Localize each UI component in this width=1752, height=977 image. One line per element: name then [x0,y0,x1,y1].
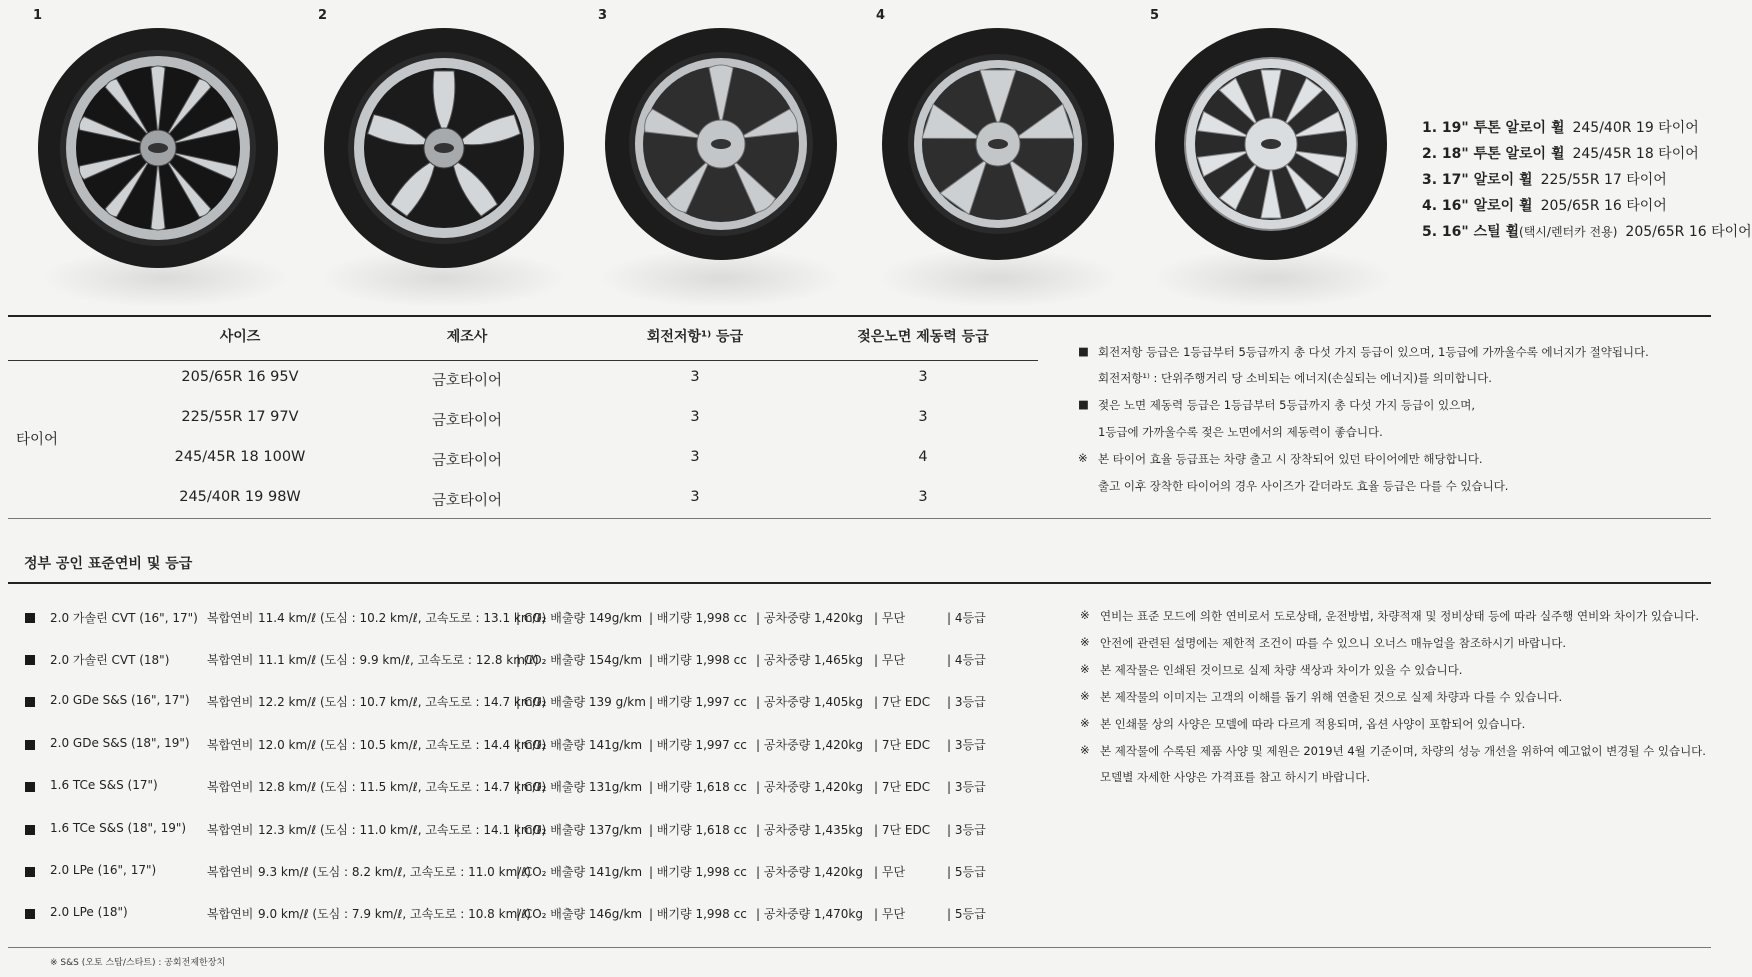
tire-cell: 245/45R 18 100W [174,449,306,465]
tire-cell: 4 [918,449,928,465]
fuel-model: 1.6 TCe S&S (17") [50,778,158,792]
wheel-number-3: 3 [598,8,608,23]
fuel-efficiency: 12.0 km/ℓ (도심 : 10.5 km/ℓ, 고속도로 : 14.4 km/ℓ) [258,738,547,752]
bullet-square-icon [25,909,35,919]
wheel-spec-name: 3. 17" 알로이 휠 [1422,172,1533,188]
fuel-efficiency: 9.3 km/ℓ (도심 : 8.2 km/ℓ, 고속도로 : 11.0 km/ℓ) [258,865,531,879]
fuel-label: 복합연비 [207,611,254,625]
tire-table-bottom-rule [8,518,1711,519]
fuel-model: 2.0 LPe (18") [50,905,128,919]
fuel-co2: | CO₂ 배출량 137g/km [516,823,643,837]
tire-cell: 245/40R 19 98W [179,489,301,505]
wheel-spec-2 [1422,141,1752,167]
note-bullet: ※ [1078,451,1088,465]
note-text: 모델별 자세한 사양은 가격표를 참고 하시기 바랍니다. [1100,770,1370,784]
tire-table-top-rule [8,315,1711,317]
note-bullet: ■ [1078,344,1089,358]
note-text: 연비는 표준 모드에 의한 연비로서 도로상태, 운전방법, 차량적재 및 정비상태 등에 따라 실주행 연비와 차이가 있습니다. [1100,609,1700,623]
fuel-displacement: | 배기량 1,997 cc [649,738,747,752]
fuel-co2: | CO₂ 배출량 149g/km [516,611,643,625]
wheel-spec-3 [1422,167,1752,193]
note-text: 본 제작물에 수록된 제품 사양 및 제원은 2019년 4월 기준이며, 차량의 성능 개선을 위하여 예고없이 변경될 수 있습니다. [1100,744,1706,758]
note-text: 회전저항¹⁾ : 단위주행거리 당 소비되는 에너지(손실되는 에너지)를 의미합니다. [1098,371,1492,385]
fuel-transmission: | 7단 EDC [874,738,931,752]
wheel-spec-size: 205/65R 16 타이어 [1625,224,1752,240]
wheel-spec-size: 205/65R 16 타이어 [1540,198,1667,214]
tire-cell: 225/55R 17 97V [181,409,299,425]
wheel-spec-list [1422,115,1752,245]
fuel-weight: | 공차중량 1,405kg [756,695,863,709]
fuel-grade: | 5등급 [947,907,986,921]
note-text: 본 제작물은 인쇄된 것이므로 실제 차량 색상과 차이가 있을 수 있습니다. [1100,663,1463,677]
wheel-spec-5 [1422,219,1752,245]
fuel-weight: | 공차중량 1,465kg [756,653,863,667]
fuel-transmission: | 무단 [874,611,906,625]
tire-header-wet-grip: 젖은노면 제동력 등급 [857,329,989,345]
fuel-weight: | 공차중량 1,420kg [756,611,863,625]
bottom-rule [8,947,1711,948]
wheel-number-4: 4 [876,8,886,23]
wheel-image-3 [603,26,839,262]
wheel-spec-size: 225/55R 17 타이어 [1540,172,1667,188]
fuel-weight: | 공차중량 1,420kg [756,865,863,879]
fuel-efficiency: 12.2 km/ℓ (도심 : 10.7 km/ℓ, 고속도로 : 14.7 km/ℓ) [258,695,547,709]
wheel-spec-4 [1422,193,1752,219]
note-bullet: ※ [1080,743,1090,757]
fuel-label: 복합연비 [207,695,254,709]
fuel-efficiency: 12.3 km/ℓ (도심 : 11.0 km/ℓ, 고속도로 : 14.1 km/ℓ) [258,823,547,837]
fuel-efficiency: 11.1 km/ℓ (도심 : 9.9 km/ℓ, 고속도로 : 12.8 km/ℓ) [258,653,539,667]
fuel-transmission: | 7단 EDC [874,780,931,794]
bullet-square-icon [25,825,35,835]
fuel-label: 복합연비 [207,907,254,921]
fuel-model: 2.0 GDe S&S (18", 19") [50,736,190,750]
fuel-co2: | CO₂ 배출량 131g/km [516,780,643,794]
wheel-number-2: 2 [318,8,328,23]
footnote: ※ S&S (오토 스탑/스타트) : 공회전제한장치 [50,958,226,968]
tire-cell: 3 [690,369,700,385]
wheel-image-1 [36,26,280,270]
fuel-transmission: | 무단 [874,865,906,879]
tire-cell: 3 [918,369,928,385]
fuel-transmission: | 무단 [874,907,906,921]
tire-cell: 금호타이어 [431,493,503,509]
fuel-efficiency: 12.8 km/ℓ (도심 : 11.5 km/ℓ, 고속도로 : 14.7 km/ℓ) [258,780,547,794]
tire-header-size: 사이즈 [219,329,261,345]
fuel-transmission: | 7단 EDC [874,823,931,837]
note-text: 안전에 관련된 설명에는 제한적 조건이 따를 수 있으니 오너스 매뉴얼을 참조하시기 바랍니다. [1100,636,1567,650]
fuel-weight: | 공차중량 1,420kg [756,738,863,752]
wheel-image-5 [1153,26,1389,262]
bullet-square-icon [25,867,35,877]
fuel-model: 2.0 GDe S&S (16", 17") [50,693,190,707]
tire-cell: 3 [918,489,928,505]
fuel-grade: | 5등급 [947,865,986,879]
fuel-grade: | 3등급 [947,695,986,709]
bullet-square-icon [25,740,35,750]
note-bullet: ■ [1078,397,1089,411]
wheel-spec-size: 245/40R 19 타이어 [1572,120,1699,136]
fuel-label: 복합연비 [207,780,254,794]
wheel-number-1: 1 [33,8,43,23]
fuel-transmission: | 7단 EDC [874,695,931,709]
tire-header-maker: 제조사 [446,329,488,345]
fuel-notes [1080,608,1730,788]
fuel-efficiency: 11.4 km/ℓ (도심 : 10.2 km/ℓ, 고속도로 : 13.1 km/ℓ) [258,611,547,625]
fuel-section-rule [8,582,1711,584]
note-text: 본 제작물의 이미지는 고객의 이해를 돕기 위해 연출된 것으로 실제 차량과 다를 수 있습니다. [1100,690,1563,704]
fuel-section-title: 정부 공인 표준연비 및 등급 [24,556,193,572]
bullet-square-icon [25,782,35,792]
tire-header-rolling-resistance: 회전저항¹⁾ 등급 [646,329,744,345]
wheel-number-5: 5 [1150,8,1160,23]
bullet-square-icon [25,655,35,665]
fuel-displacement: | 배기량 1,998 cc [649,653,747,667]
fuel-co2: | CO₂ 배출량 141g/km [516,865,643,879]
fuel-displacement: | 배기량 1,618 cc [649,823,747,837]
fuel-weight: | 공차중량 1,435kg [756,823,863,837]
note-bullet: ※ [1080,662,1090,676]
fuel-grade: | 4등급 [947,611,986,625]
fuel-transmission: | 무단 [874,653,906,667]
fuel-model: 2.0 가솔린 CVT (16", 17") [50,611,198,625]
fuel-co2: | CO₂ 배출량 141g/km [516,738,643,752]
tire-notes [1078,344,1718,504]
note-text: 1등급에 가까울수록 젖은 노면에서의 제동력이 좋습니다. [1098,425,1383,439]
wheel-spec-size: 245/45R 18 타이어 [1572,146,1699,162]
fuel-displacement: | 배기량 1,997 cc [649,695,747,709]
fuel-displacement: | 배기량 1,618 cc [649,780,747,794]
tire-cell: 금호타이어 [431,373,503,389]
note-bullet: ※ [1080,608,1090,622]
wheel-image-2 [322,26,566,270]
wheel-spec-name: 2. 18" 투톤 알로이 휠 [1422,146,1565,162]
fuel-efficiency: 9.0 km/ℓ (도심 : 7.9 km/ℓ, 고속도로 : 10.8 km/ℓ) [258,907,531,921]
fuel-displacement: | 배기량 1,998 cc [649,907,747,921]
wheel-spec-name: 4. 16" 알로이 휠 [1422,198,1533,214]
wheel-spec-name: 5. 16" 스틸 휠 [1422,224,1520,240]
note-text: 젖은 노면 제동력 등급은 1등급부터 5등급까지 총 다섯 가지 등급이 있으며, [1098,398,1476,412]
bullet-square-icon [25,697,35,707]
fuel-grade: | 3등급 [947,738,986,752]
fuel-label: 복합연비 [207,823,254,837]
fuel-grade: | 3등급 [947,823,986,837]
wheel-spec-sub: (택시/렌터카 전용) [1519,225,1618,239]
wheel-spec-1 [1422,115,1752,141]
tire-cell: 금호타이어 [431,453,503,469]
note-bullet: ※ [1080,635,1090,649]
tire-cell: 3 [690,449,700,465]
note-text: 본 인쇄물 상의 사양은 모델에 따라 다르게 적용되며, 옵션 사양이 포함되어 있습니다. [1100,717,1526,731]
wheel-spec-name: 1. 19" 투톤 알로이 휠 [1422,120,1565,136]
fuel-weight: | 공차중량 1,470kg [756,907,863,921]
fuel-co2: | CO₂ 배출량 154g/km [516,653,643,667]
tire-cell: 205/65R 16 95V [181,369,299,385]
fuel-model: 1.6 TCe S&S (18", 19") [50,821,187,835]
tire-row-label: 타이어 [16,432,59,448]
note-bullet: ※ [1080,716,1090,730]
fuel-grade: | 4등급 [947,653,986,667]
fuel-label: 복합연비 [207,865,254,879]
note-text: 출고 이후 장착한 타이어의 경우 사이즈가 같더라도 효율 등급은 다를 수 있습니다. [1098,479,1509,493]
tire-table-header-rule [8,360,1038,361]
fuel-model: 2.0 LPe (16", 17") [50,863,157,877]
tire-cell: 금호타이어 [431,413,503,429]
fuel-model: 2.0 가솔린 CVT (18") [50,653,170,667]
tire-cell: 3 [690,409,700,425]
fuel-displacement: | 배기량 1,998 cc [649,611,747,625]
fuel-label: 복합연비 [207,653,254,667]
bullet-square-icon [25,613,35,623]
wheel-image-4 [880,26,1116,262]
fuel-weight: | 공차중량 1,420kg [756,780,863,794]
fuel-co2: | CO₂ 배출량 146g/km [516,907,643,921]
note-text: 본 타이어 효율 등급표는 차량 출고 시 장착되어 있던 타이어에만 해당합니다. [1098,452,1483,466]
note-text: 회전저항 등급은 1등급부터 5등급까지 총 다섯 가지 등급이 있으며, 1등급에 가까울수록 에너지가 절약됩니다. [1098,345,1649,359]
fuel-displacement: | 배기량 1,998 cc [649,865,747,879]
fuel-grade: | 3등급 [947,780,986,794]
fuel-co2: | CO₂ 배출량 139 g/km [516,695,646,709]
tire-cell: 3 [690,489,700,505]
note-bullet: ※ [1080,689,1090,703]
tire-cell: 3 [918,409,928,425]
fuel-label: 복합연비 [207,738,254,752]
